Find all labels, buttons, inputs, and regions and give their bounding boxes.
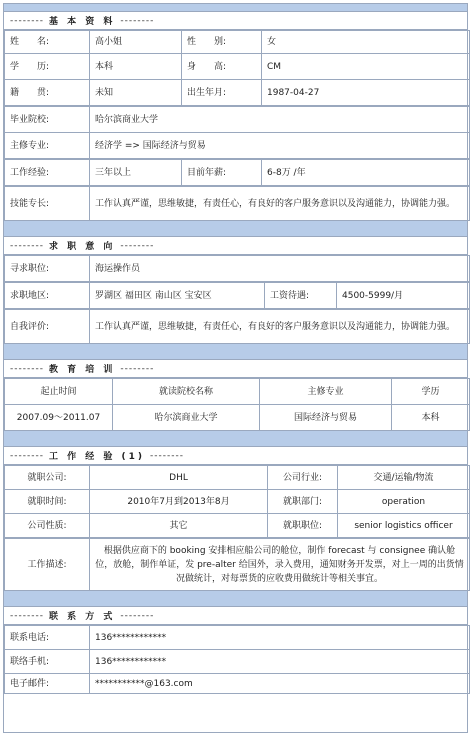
major-value: 经济学 => 国际经济与贸易 [90, 133, 470, 159]
contact-section-title: 联 系 方 式 [48, 612, 116, 622]
desc-label: 工作描述: [5, 539, 90, 591]
intent-table [4, 255, 470, 282]
education-section-header [4, 360, 467, 378]
gender-label: 性 别: [182, 31, 262, 54]
basic-info-table-2 [4, 106, 470, 159]
phone-value: 136************ [90, 626, 470, 650]
gender-value: 女 [262, 31, 470, 54]
intent-section-title: 求 职 意 向 [48, 242, 116, 252]
exp-value: 三年以上 [90, 160, 182, 186]
edu-value: 本科 [90, 54, 182, 80]
edu-major: 国际经济与贸易 [260, 405, 392, 431]
salary-label: 目前年薪: [182, 160, 262, 186]
work-desc-table [4, 538, 470, 591]
contact-table [4, 625, 470, 694]
nature-label: 公司性质: [5, 514, 90, 538]
work-time-value: 2010年7月到2013年8月 [90, 490, 268, 514]
name-label: 姓 名: [5, 31, 90, 54]
origin-label: 籍 贯: [5, 80, 90, 106]
header-dash-right: -------- [120, 15, 155, 26]
section-divider [4, 431, 467, 447]
education-section-title: 教 育 培 训 [48, 365, 116, 375]
area-label: 求职地区: [5, 283, 90, 309]
edu-school: 哈尔滨商业大学 [113, 405, 260, 431]
mobile-value: 136************ [90, 650, 470, 674]
school-value: 哈尔滨商业大学 [90, 107, 470, 133]
work-section-header [4, 447, 467, 465]
school-label: 毕业院校: [5, 107, 90, 133]
dept-value: operation [338, 490, 470, 514]
name-value: 高小姐 [90, 31, 182, 54]
position-value: senior logistics officer [338, 514, 470, 538]
header-dash-left: -------- [10, 240, 44, 251]
salary-value: 6-8万 /年 [262, 160, 470, 186]
job-label: 寻求职位: [5, 256, 90, 282]
intent-table-2 [4, 282, 470, 309]
skill-label: 技能专长: [5, 187, 90, 221]
table-row [5, 405, 470, 431]
edu-header-school: 就读院校名称 [113, 379, 260, 405]
section-divider [4, 221, 467, 237]
edu-time: 2007.09～2011.07 [5, 405, 113, 431]
skill-value: 工作认真严谨，思维敏捷，有责任心，有良好的客户服务意识以及沟通能力，协调能力强。 [90, 187, 470, 221]
pay-value: 4500-5999/月 [337, 283, 470, 309]
work-table [4, 465, 470, 538]
position-label: 就职职位: [268, 514, 338, 538]
header-dash-right: -------- [120, 363, 155, 374]
basic-info-table-4 [4, 186, 470, 221]
email-label: 电子邮件: [5, 674, 90, 694]
dept-label: 就职部门: [268, 490, 338, 514]
major-label: 主修专业: [5, 133, 90, 159]
edu-header-time: 起止时间 [5, 379, 113, 405]
edu-header-degree: 学历 [392, 379, 470, 405]
origin-value: 未知 [90, 80, 182, 106]
birth-label: 出生年月: [182, 80, 262, 106]
header-dash-right: -------- [120, 610, 155, 621]
work-time-label: 就职时间: [5, 490, 90, 514]
resume-page [3, 3, 468, 733]
header-dash-left: -------- [10, 450, 44, 461]
section-divider [4, 591, 467, 607]
area-value: 罗湖区 福田区 南山区 宝安区 [90, 283, 265, 309]
basic-section-title: 基 本 资 料 [48, 17, 116, 27]
edu-header-major: 主修专业 [260, 379, 392, 405]
mobile-label: 联络手机: [5, 650, 90, 674]
work-section-title: 工 作 经 验 (1) [48, 452, 146, 462]
desc-value: 根据供应商下的 booking 安排相应船公司的舱位，制作 forecast 与 consignee 确认舱位，放舱，制作单证，发 pre-alter 给国外，录入费用，通知财务开发票，对上一周的出货情况做统计，对每票货的应收费用做统计等相关事宜。 [90, 539, 470, 591]
basic-section-header [4, 12, 467, 30]
company-value: DHL [90, 466, 268, 490]
edu-degree: 本科 [392, 405, 470, 431]
self-value: 工作认真严谨，思维敏捷，有责任心，有良好的客户服务意识以及沟通能力，协调能力强。 [90, 310, 470, 344]
industry-label: 公司行业: [268, 466, 338, 490]
company-label: 就职公司: [5, 466, 90, 490]
header-dash-left: -------- [10, 610, 44, 621]
header-dash-right: -------- [120, 240, 155, 251]
nature-value: 其它 [90, 514, 268, 538]
phone-label: 联系电话: [5, 626, 90, 650]
industry-value: 交通/运输/物流 [338, 466, 470, 490]
intent-table-3 [4, 309, 470, 344]
edu-label: 学 历: [5, 54, 90, 80]
top-band [4, 4, 467, 12]
basic-info-table-3 [4, 159, 470, 186]
job-value: 海运操作员 [90, 256, 470, 282]
education-table [4, 378, 470, 431]
section-divider [4, 344, 467, 360]
contact-section-header [4, 607, 467, 625]
intent-section-header [4, 237, 467, 255]
header-dash-left: -------- [10, 15, 44, 26]
header-dash-right: -------- [150, 450, 184, 461]
basic-info-table [4, 30, 470, 106]
pay-label: 工资待遇: [265, 283, 337, 309]
header-dash-left: -------- [10, 363, 44, 374]
birth-value: 1987-04-27 [262, 80, 470, 106]
email-value: ***********@163.com [90, 674, 470, 694]
height-value: CM [262, 54, 470, 80]
self-label: 自我评价: [5, 310, 90, 344]
exp-label: 工作经验: [5, 160, 90, 186]
height-label: 身 高: [182, 54, 262, 80]
